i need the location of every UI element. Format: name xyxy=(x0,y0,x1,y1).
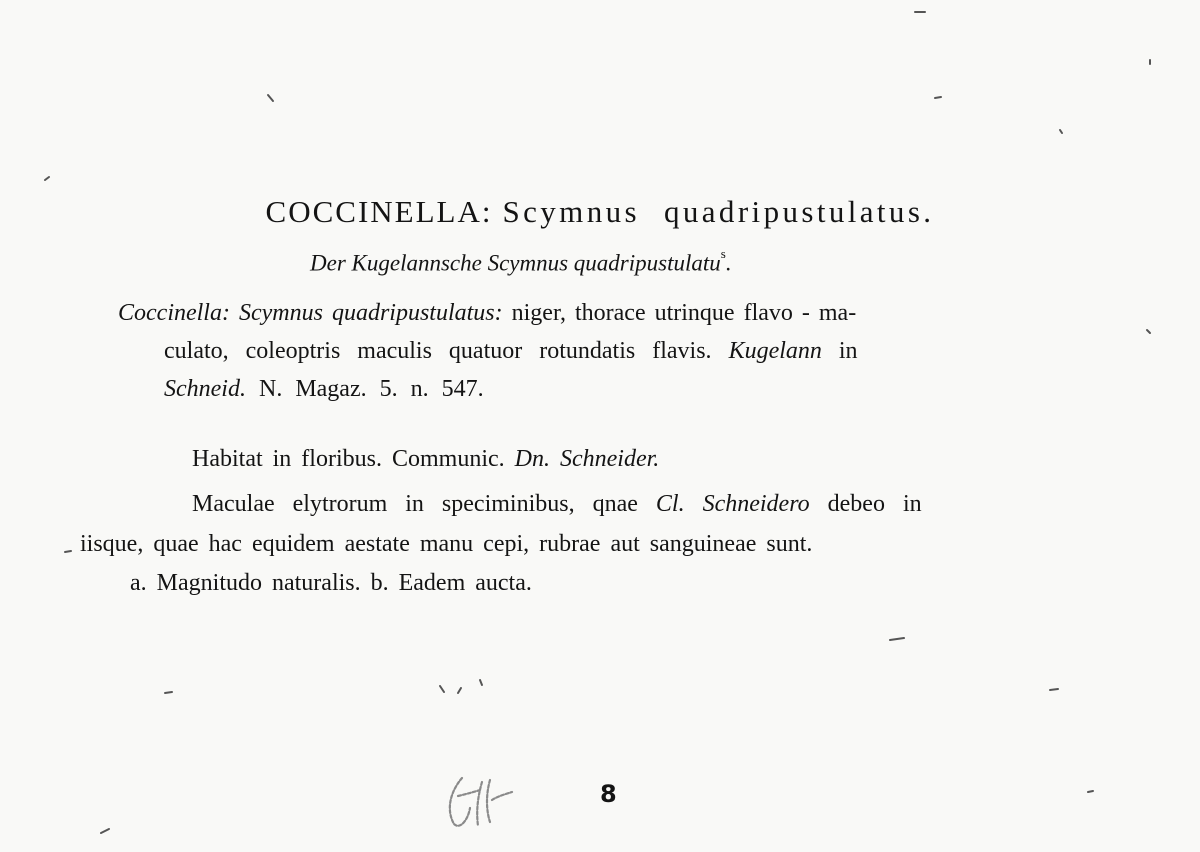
description-line-3 xyxy=(164,376,484,403)
habitat-line xyxy=(192,446,659,473)
description-line-2-text: culato, coleoptris maculis quatuor rotundatis flavis. xyxy=(164,338,729,364)
species-epithet: quadripustulatus. xyxy=(663,194,935,229)
subtitle-end: . xyxy=(725,250,732,276)
handwritten-mark xyxy=(440,770,520,832)
habitat-text: Habitat in floribus. Communic. xyxy=(192,446,515,472)
species-name: Scymnus xyxy=(502,194,640,229)
notes-line-1-start: Maculae elytrorum in speciminibus, qnae xyxy=(192,491,656,517)
notes-line-2: iisque, quae hac equidem aestate manu cepi, rubrae aut sanguineae sunt. xyxy=(80,531,813,557)
description-line-2-italic: Kugelann xyxy=(728,338,822,364)
description-line-2-end: in xyxy=(821,338,858,364)
subtitle-text: Der Kugelannsche Scymnus quadripustulatu xyxy=(310,250,721,276)
subtitle-superscript: s xyxy=(720,246,726,261)
description-line-3-italic: Schneid. xyxy=(164,376,246,402)
description-line-1-italic: Coccinella: Scymnus quadripustulatus: xyxy=(118,300,503,326)
notes-line-1 xyxy=(192,491,922,518)
habitat-italic: Dn. Schneider. xyxy=(514,446,660,472)
genus-name: COCCINELLA: xyxy=(265,194,493,229)
notes-line-1-end: debeo in xyxy=(809,491,922,517)
german-subtitle xyxy=(310,246,732,277)
description-line-1 xyxy=(118,300,856,327)
notes-line-1-italic: Cl. Schneidero xyxy=(655,491,810,517)
description-line-3-text: N. Magaz. 5. n. 547. xyxy=(245,376,484,402)
plate-title xyxy=(0,194,1200,230)
page-number: 8 xyxy=(600,780,617,808)
legend-line: a. Magnitudo naturalis. b. Eadem aucta. xyxy=(130,570,532,596)
description-line-2 xyxy=(164,338,858,365)
description-line-1-text: niger, thorace utrinque flavo - ma- xyxy=(502,300,857,326)
